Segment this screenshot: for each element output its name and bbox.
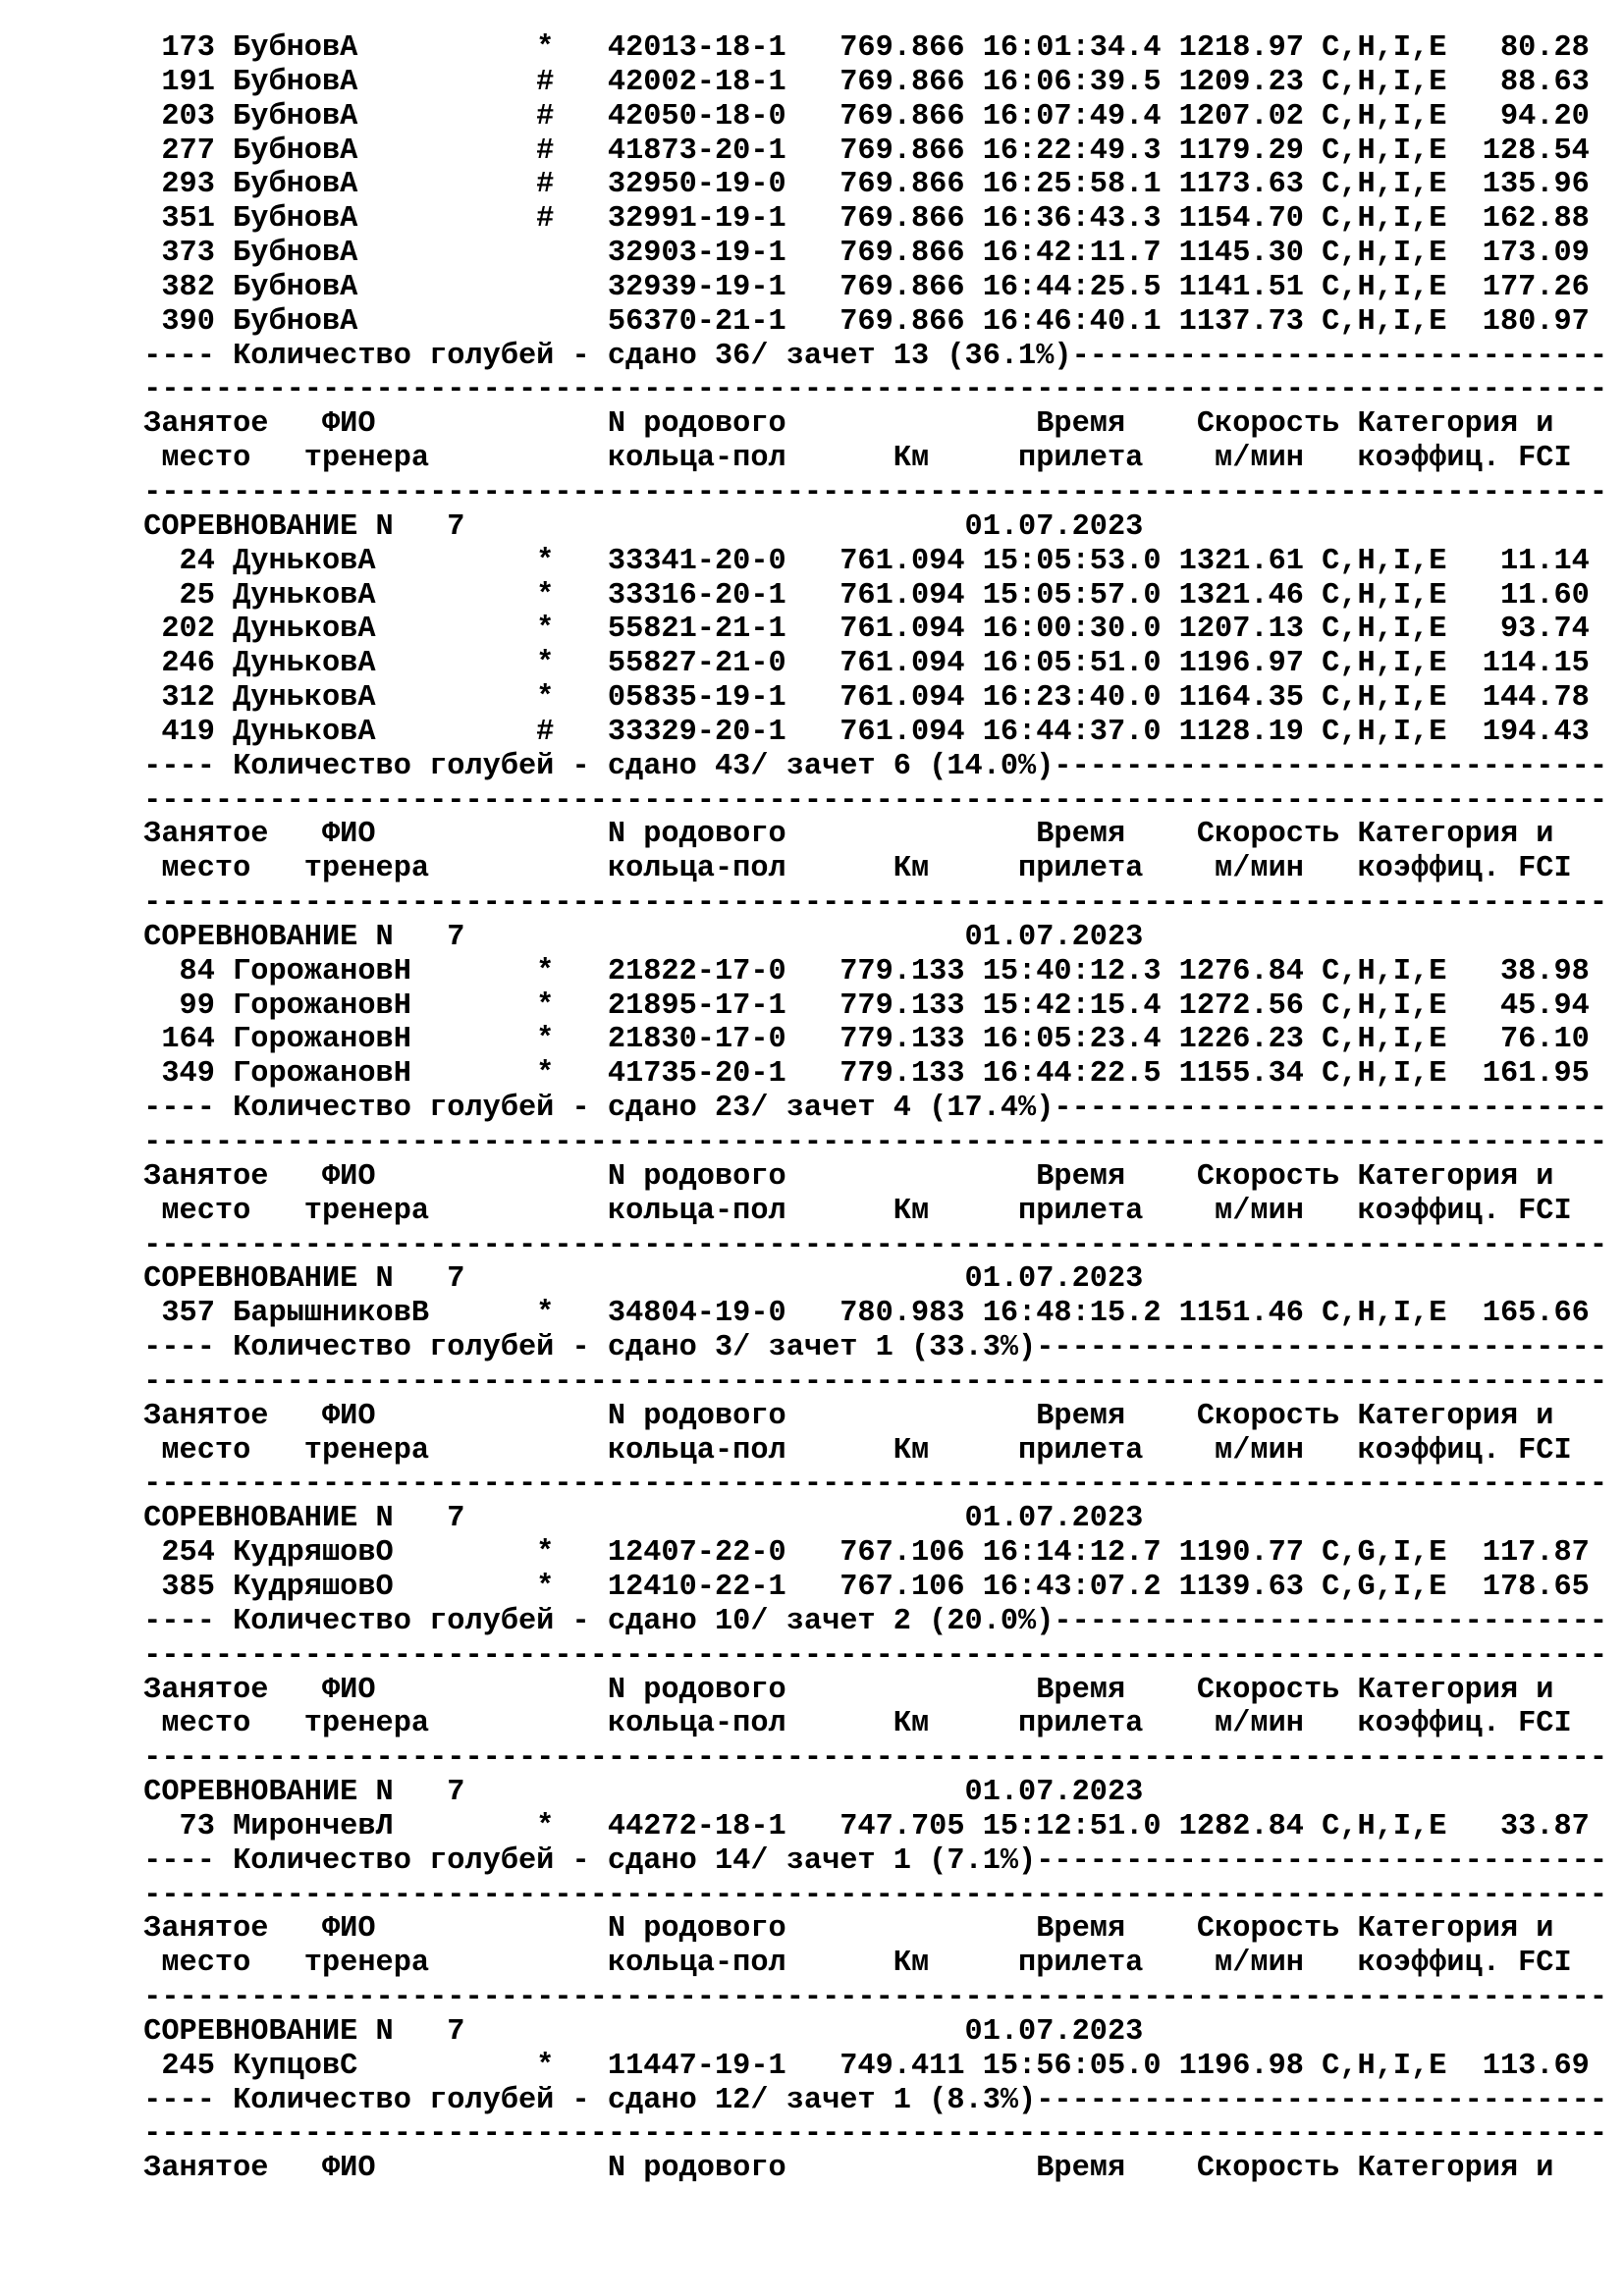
column-header-row-1: Занятое ФИО N родового Время Скорость Категория и — [126, 2152, 1554, 2186]
divider-line: ---------------------------------------------------------------------------------- — [126, 886, 1608, 921]
divider-line: ---------------------------------------------------------------------------------- — [126, 1638, 1608, 1673]
result-row: 191 БубновА # 42002-18-1 769.866 16:06:39.5 1209.23 C,H,I,E 88.63 — [126, 65, 1590, 99]
column-header-row-1: Занятое ФИО N родового Время Скорость Категория и — [126, 818, 1554, 852]
divider-line: ---------------------------------------------------------------------------------- — [126, 1741, 1608, 1776]
column-header-row-2: место тренера кольца-пол Км прилета м/мин коэффиц. FCI — [126, 1433, 1572, 1468]
result-row: 84 ГорожановН * 21822-17-0 779.133 15:40:12.3 1276.84 C,H,I,E 38.98 — [126, 954, 1590, 988]
result-row: 382 БубновА 32939-19-1 769.866 16:44:25.5 1141.51 C,H,I,E 177.26 — [126, 270, 1590, 304]
result-row: 385 КудряшовО * 12410-22-1 767.106 16:43:07.2 1139.63 C,G,I,E 178.65 — [126, 1570, 1590, 1604]
result-row: 254 КудряшовО * 12407-22-0 767.106 16:14:12.7 1190.77 C,G,I,E 117.87 — [126, 1536, 1590, 1571]
competition-title: СОРЕВНОВАНИЕ N 7 01.07.2023 — [126, 509, 1144, 544]
result-row: 277 БубновА # 41873-20-1 769.866 16:22:49.3 1179.29 C,H,I,E 128.54 — [126, 133, 1590, 168]
result-row: 390 БубновА 56370-21-1 769.866 16:46:40.1 1137.73 C,H,I,E 180.97 — [126, 304, 1590, 339]
section-summary: ---- Количество голубей - сдано 3/ зачет 1 (33.3%)-------------------------------- — [126, 1331, 1608, 1365]
competition-title: СОРЕВНОВАНИЕ N 7 01.07.2023 — [126, 920, 1144, 954]
section-summary: ---- Количество голубей - сдано 14/ зачет 1 (7.1%)-------------------------------- — [126, 1843, 1608, 1878]
competition-title: СОРЕВНОВАНИЕ N 7 01.07.2023 — [126, 2014, 1144, 2049]
column-header-row-1: Занятое ФИО N родового Время Скорость Категория и — [126, 407, 1554, 442]
section-summary: ---- Количество голубей - сдано 43/ зачет 6 (14.0%)------------------------------- — [126, 749, 1608, 783]
result-row: 203 БубновА # 42050-18-0 769.866 16:07:49.4 1207.02 C,H,I,E 94.20 — [126, 99, 1590, 133]
result-row: 246 ДуньковА * 55827-21-0 761.094 16:05:51.0 1196.97 C,H,I,E 114.15 — [126, 647, 1590, 681]
divider-line: ---------------------------------------------------------------------------------- — [126, 373, 1608, 407]
column-header-row-1: Занятое ФИО N родового Время Скорость Категория и — [126, 1673, 1554, 1707]
column-header-row-1: Занятое ФИО N родового Время Скорость Категория и — [126, 1159, 1554, 1194]
result-row: 245 КупцовС * 11447-19-1 749.411 15:56:05.0 1196.98 C,H,I,E 113.69 — [126, 2049, 1590, 2083]
result-row: 293 БубновА # 32950-19-0 769.866 16:25:58.1 1173.63 C,H,I,E 135.96 — [126, 168, 1590, 202]
column-header-row-2: место тренера кольца-пол Км прилета м/мин коэффиц. FCI — [126, 442, 1572, 476]
column-header-row-1: Занятое ФИО N родового Время Скорость Категория и — [126, 1912, 1554, 1947]
result-row: 173 БубновА * 42013-18-1 769.866 16:01:34.4 1218.97 C,H,I,E 80.28 — [126, 31, 1590, 65]
section-summary: ---- Количество голубей - сдано 36/ зачет 13 (36.1%)------------------------------ — [126, 339, 1608, 373]
column-header-row-2: место тренера кольца-пол Км прилета м/мин коэффиц. FCI — [126, 1707, 1572, 1741]
divider-line: ---------------------------------------------------------------------------------- — [126, 1228, 1608, 1262]
divider-line: ---------------------------------------------------------------------------------- — [126, 1468, 1608, 1502]
result-row: 373 БубновА 32903-19-1 769.866 16:42:11.7 1145.30 C,H,I,E 173.09 — [126, 237, 1590, 271]
divider-line: ---------------------------------------------------------------------------------- — [126, 783, 1608, 818]
column-header-row-2: место тренера кольца-пол Км прилета м/мин коэффиц. FCI — [126, 852, 1572, 886]
column-header-row-2: место тренера кольца-пол Км прилета м/мин коэффиц. FCI — [126, 1947, 1572, 1981]
result-row: 73 МирончевЛ * 44272-18-1 747.705 15:12:51.0 1282.84 C,H,I,E 33.87 — [126, 1809, 1590, 1843]
results-page — [126, 31, 1608, 2186]
competition-title: СОРЕВНОВАНИЕ N 7 01.07.2023 — [126, 1262, 1144, 1297]
result-row: 99 ГорожановН * 21895-17-1 779.133 15:42:15.4 1272.56 C,H,I,E 45.94 — [126, 988, 1590, 1023]
divider-line: ---------------------------------------------------------------------------------- — [126, 1981, 1608, 2015]
section-summary: ---- Количество голубей - сдано 12/ зачет 1 (8.3%)-------------------------------- — [126, 2083, 1608, 2117]
result-row: 202 ДуньковА * 55821-21-1 761.094 16:00:30.0 1207.13 C,H,I,E 93.74 — [126, 613, 1590, 647]
result-row: 24 ДуньковА * 33341-20-0 761.094 15:05:53.0 1321.61 C,H,I,E 11.14 — [126, 544, 1590, 578]
competition-title: СОРЕВНОВАНИЕ N 7 01.07.2023 — [126, 1502, 1144, 1536]
result-row: 419 ДуньковА # 33329-20-1 761.094 16:44:37.0 1128.19 C,H,I,E 194.43 — [126, 715, 1590, 749]
divider-line: ---------------------------------------------------------------------------------- — [126, 2117, 1608, 2152]
divider-line: ---------------------------------------------------------------------------------- — [126, 1126, 1608, 1159]
column-header-row-2: место тренера кольца-пол Км прилета м/мин коэффиц. FCI — [126, 1194, 1572, 1228]
result-row: 164 ГорожановН * 21830-17-0 779.133 16:05:23.4 1226.23 C,H,I,E 76.10 — [126, 1023, 1590, 1057]
result-row: 349 ГорожановН * 41735-20-1 779.133 16:44:22.5 1155.34 C,H,I,E 161.95 — [126, 1057, 1590, 1092]
column-header-row-1: Занятое ФИО N родового Время Скорость Категория и — [126, 1399, 1554, 1433]
result-row: 25 ДуньковА * 33316-20-1 761.094 15:05:57.0 1321.46 C,H,I,E 11.60 — [126, 578, 1590, 613]
divider-line: ---------------------------------------------------------------------------------- — [126, 475, 1608, 509]
competition-title: СОРЕВНОВАНИЕ N 7 01.07.2023 — [126, 1776, 1144, 1810]
section-summary: ---- Количество голубей - сдано 10/ зачет 2 (20.0%)------------------------------- — [126, 1604, 1608, 1638]
section-summary: ---- Количество голубей - сдано 23/ зачет 4 (17.4%)------------------------------- — [126, 1092, 1608, 1126]
divider-line: ---------------------------------------------------------------------------------- — [126, 1364, 1608, 1399]
result-row: 357 БарышниковВ * 34804-19-0 780.983 16:48:15.2 1151.46 C,H,I,E 165.66 — [126, 1297, 1590, 1331]
result-row: 312 ДуньковА * 05835-19-1 761.094 16:23:40.0 1164.35 C,H,I,E 144.78 — [126, 681, 1590, 716]
result-row: 351 БубновА # 32991-19-1 769.866 16:36:43.3 1154.70 C,H,I,E 162.88 — [126, 202, 1590, 237]
divider-line: ---------------------------------------------------------------------------------- — [126, 1878, 1608, 1912]
